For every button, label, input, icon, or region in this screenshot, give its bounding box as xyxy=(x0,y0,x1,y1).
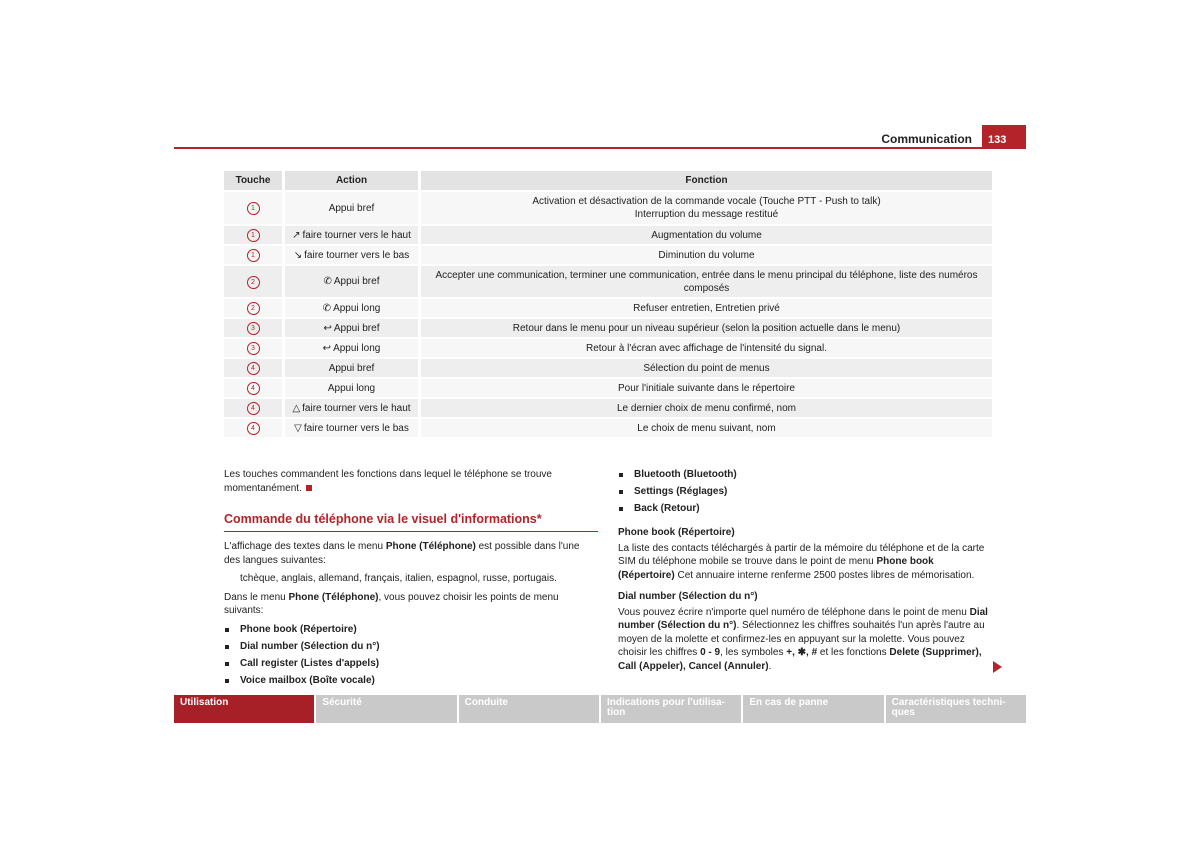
function-cell: Retour dans le menu pour un niveau supérieur (selon la position actuelle dans le menu) xyxy=(421,317,992,337)
action-cell xyxy=(285,317,421,337)
phone-book-paragraph: La liste des contacts téléchargés à partir de la mémoire du téléphone et de la carte SIM du téléphone mobile se trouve dans le point de menu Phone book (Répertoire) Cet annuaire interne renferme 2500 postes libres de mémorisation. xyxy=(618,542,985,581)
function-cell: Le choix de menu suivant, nom xyxy=(421,417,992,437)
action-label: Appui long xyxy=(333,342,381,354)
function-cell: Accepter une communication, terminer une communication, entrée dans le menu principal du téléphone, liste des numéros composés xyxy=(421,264,992,297)
col-header-touche: Touche xyxy=(224,171,285,190)
action-symbol-icon: ↘ xyxy=(293,249,303,261)
action-label: Appui long xyxy=(327,382,376,394)
action-cell xyxy=(285,297,421,317)
key-cell xyxy=(224,397,285,417)
table-row xyxy=(224,397,992,417)
action-cell xyxy=(285,264,421,297)
table-row xyxy=(224,317,992,337)
key-number-icon: 1 xyxy=(247,249,260,262)
action-symbol-icon: ↗ xyxy=(292,229,301,241)
key-number-icon: 1 xyxy=(247,229,260,242)
action-label: Appui bref xyxy=(333,276,380,287)
action-symbol-icon: ↩ xyxy=(323,322,332,334)
action-cell xyxy=(285,224,421,244)
key-cell xyxy=(224,264,285,297)
running-header-title: Communication xyxy=(881,132,972,146)
action-symbol-icon: ✆ xyxy=(322,302,332,314)
dial-number-paragraph: Vous pouvez écrire n'importe quel numéro de téléphone dans le point de menu Dial number (Sélection du n°). Sélectionnez les chiffres souhaités l'un après l'autre au moyen de la molette et confirmez-les en appuyant sur la molette. Vous pouvez choisir les chiffres 0 - 9, les symboles +, ✱, # et les fonctions Delete (Supprimer), Call (Appeler), Cancel (Annuler). xyxy=(618,606,988,672)
key-cell xyxy=(224,417,285,437)
left-column xyxy=(224,540,598,691)
end-marker-icon xyxy=(306,485,312,491)
key-cell xyxy=(224,297,285,317)
action-label: faire tourner vers le bas xyxy=(304,249,410,261)
key-number-icon: 2 xyxy=(247,302,260,315)
next-page-arrow-icon[interactable] xyxy=(993,661,1002,673)
function-cell: Retour à l'écran avec affichage de l'intensité du signal. xyxy=(421,337,992,357)
key-number-icon: 4 xyxy=(247,382,260,395)
function-cell: Diminution du volume xyxy=(421,244,992,264)
col-header-action: Action xyxy=(285,171,421,190)
menu-points-list-cont xyxy=(618,468,992,519)
key-number-icon: 3 xyxy=(247,322,260,335)
function-cell: Le dernier choix de menu confirmé, nom xyxy=(421,397,992,417)
footer-tab-indications[interactable]: Indications pour l'utilisa- tion xyxy=(601,695,741,723)
footer-tab-securite[interactable]: Sécurité xyxy=(316,695,456,723)
list-item: Back (Retour) xyxy=(618,502,992,519)
action-cell xyxy=(285,377,421,397)
languages-intro: L'affichage des textes dans le menu Phone (Téléphone) est possible dans l'une des langues suivantes: xyxy=(224,541,580,566)
footer-tab-caracteristiques[interactable]: Caractéristiques techni- ques xyxy=(886,695,1026,723)
function-cell: Sélection du point de menus xyxy=(421,357,992,377)
list-item: Phone book (Répertoire) xyxy=(224,623,598,640)
col-header-fonction: Fonction xyxy=(421,171,992,190)
section-heading: Commande du téléphone via le visuel d'informations* xyxy=(224,512,598,532)
function-cell: Refuser entretien, Entretien privé xyxy=(421,297,992,317)
key-number-icon: 4 xyxy=(247,362,260,375)
menu-intro: Dans le menu Phone (Téléphone), vous pouvez choisir les points de menu suivants: xyxy=(224,591,559,616)
table-row xyxy=(224,417,992,437)
action-label: faire tourner vers le bas xyxy=(303,422,409,434)
key-number-icon: 4 xyxy=(247,402,260,415)
key-cell xyxy=(224,224,285,244)
action-label: Appui bref xyxy=(333,322,380,334)
table-row xyxy=(224,264,992,297)
function-cell: Activation et désactivation de la commande vocale (Touche PTT - Push to talk) Interruption du message restitué xyxy=(421,190,992,224)
table-row xyxy=(224,244,992,264)
function-cell: Pour l'initiale suivante dans le répertoire xyxy=(421,377,992,397)
key-number-icon: 1 xyxy=(247,202,260,215)
subheading-dial-number: Dial number (Sélection du n°) xyxy=(618,591,758,602)
footer-nav xyxy=(174,695,1026,723)
key-cell xyxy=(224,357,285,377)
action-label: faire tourner vers le haut xyxy=(302,402,411,414)
action-symbol-icon: ▽ xyxy=(294,422,302,434)
menu-points-list xyxy=(224,623,598,691)
list-item: Bluetooth (Bluetooth) xyxy=(618,468,992,485)
table-row xyxy=(224,190,992,224)
intro-text xyxy=(224,468,598,495)
key-cell xyxy=(224,337,285,357)
action-cell xyxy=(285,417,421,437)
key-number-icon: 2 xyxy=(247,276,260,289)
action-cell xyxy=(285,357,421,377)
controls-table xyxy=(224,171,992,437)
list-item: Dial number (Sélection du n°) xyxy=(224,640,598,657)
subheading-phone-book: Phone book (Répertoire) xyxy=(618,527,735,538)
footer-tab-utilisation[interactable]: Utilisation xyxy=(174,695,314,723)
right-column xyxy=(618,468,992,673)
table-row xyxy=(224,297,992,317)
action-label: Appui bref xyxy=(328,362,375,374)
action-symbol-icon: ✆ xyxy=(323,276,332,287)
table-row xyxy=(224,337,992,357)
action-cell xyxy=(285,397,421,417)
table-row xyxy=(224,224,992,244)
list-item: Voice mailbox (Boîte vocale) xyxy=(224,674,598,691)
intro-paragraph: Les touches commandent les fonctions dans lequel le téléphone se trouve momentanément. xyxy=(224,469,552,494)
action-cell xyxy=(285,190,421,224)
action-label: Appui long xyxy=(333,302,381,314)
list-item: Settings (Réglages) xyxy=(618,485,992,502)
key-cell xyxy=(224,244,285,264)
key-cell xyxy=(224,377,285,397)
action-symbol-icon: △ xyxy=(292,402,301,414)
action-label: faire tourner vers le haut xyxy=(302,229,411,241)
key-cell xyxy=(224,190,285,224)
table-row xyxy=(224,377,992,397)
footer-tab-panne[interactable]: En cas de panne xyxy=(743,695,883,723)
key-number-icon: 3 xyxy=(247,342,260,355)
action-symbol-icon: ↩ xyxy=(322,342,332,354)
action-cell xyxy=(285,337,421,357)
action-cell xyxy=(285,244,421,264)
languages-list: tchèque, anglais, allemand, français, italien, espagnol, russe, portugais. xyxy=(240,573,557,584)
footer-tab-conduite[interactable]: Conduite xyxy=(459,695,599,723)
action-label: Appui bref xyxy=(328,202,375,214)
table-header-row xyxy=(224,171,992,190)
key-number-icon: 4 xyxy=(247,422,260,435)
page-number: 133 xyxy=(982,125,1026,149)
list-item: Call register (Listes d'appels) xyxy=(224,657,598,674)
header-rule xyxy=(174,147,1026,149)
function-cell: Augmentation du volume xyxy=(421,224,992,244)
key-cell xyxy=(224,317,285,337)
table-row xyxy=(224,357,992,377)
